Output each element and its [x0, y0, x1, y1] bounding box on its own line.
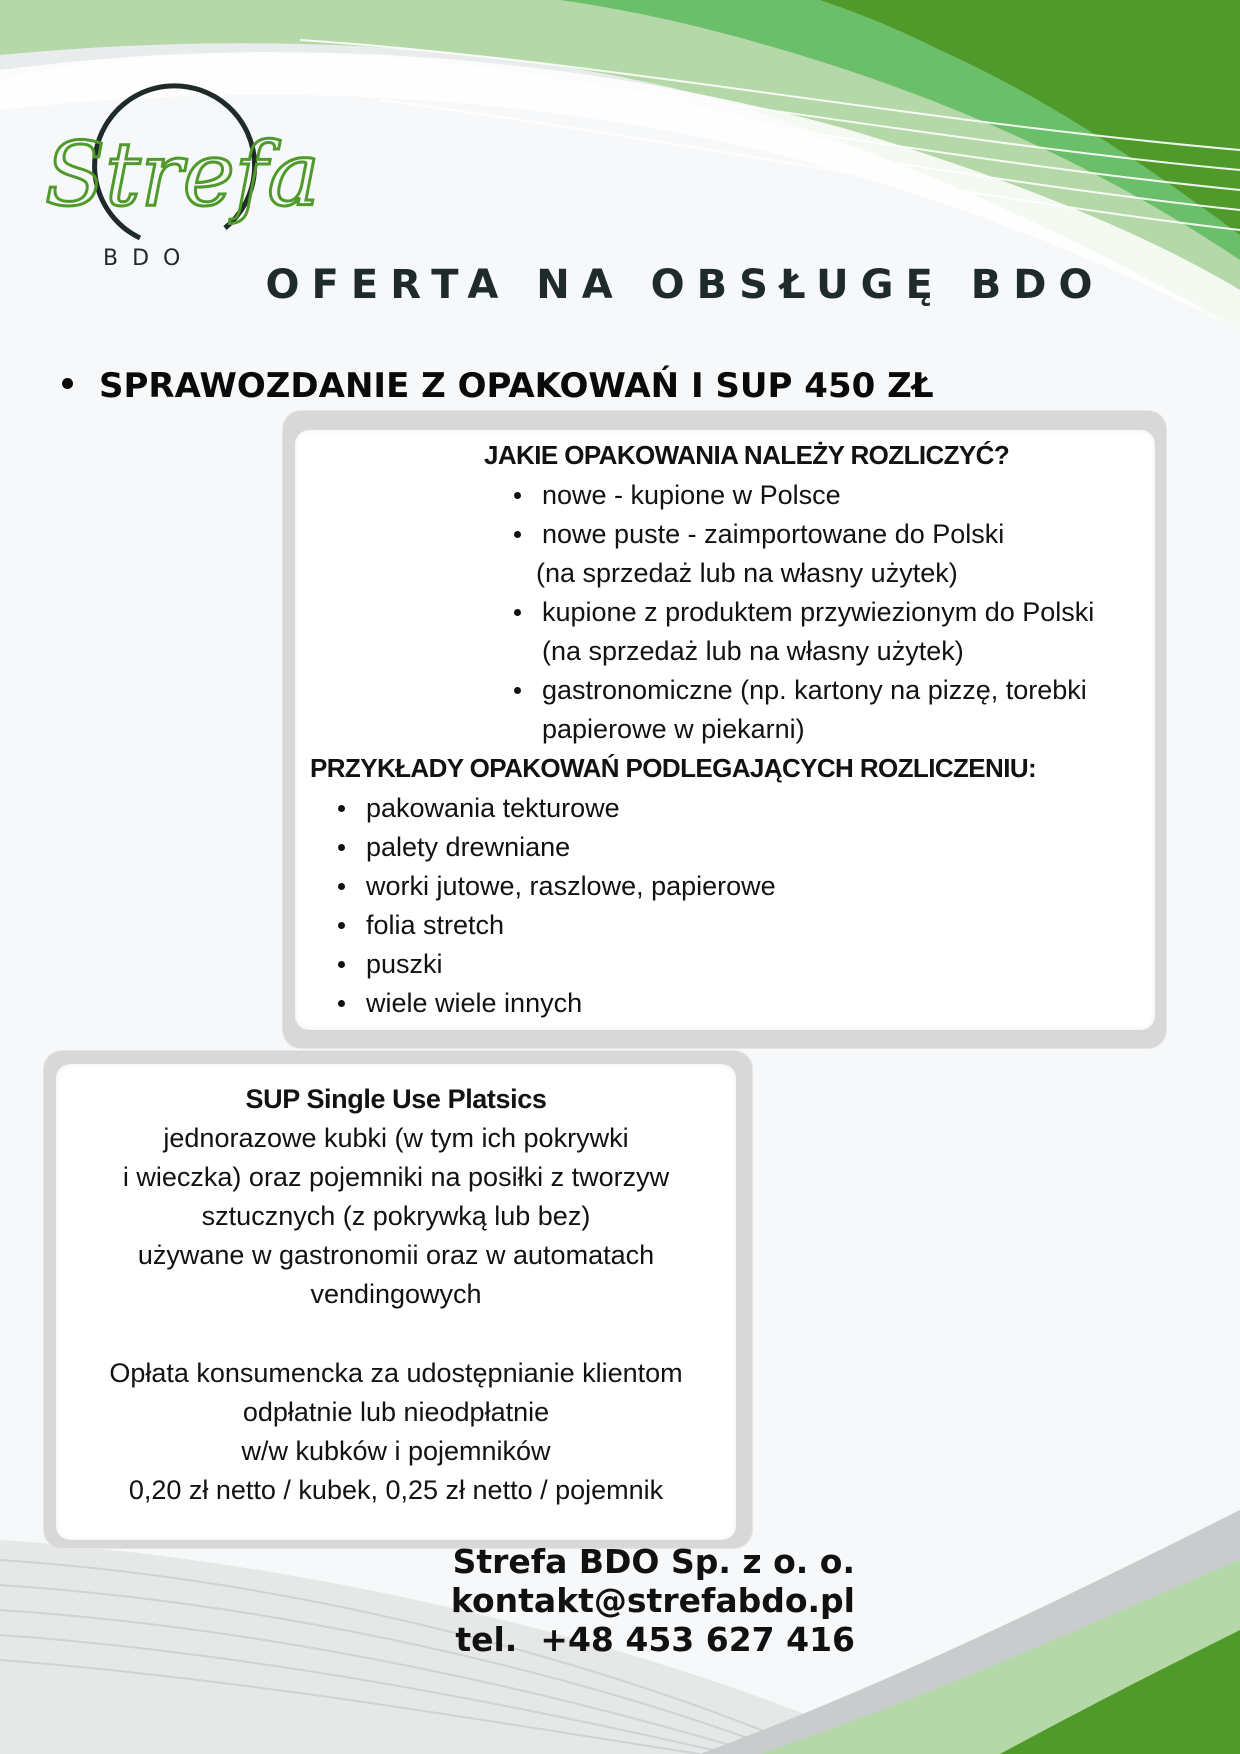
packaging-types-list — [514, 476, 1094, 749]
sup-fee-line: Opłata konsumencka za udostępnianie klientom — [109, 1358, 683, 1388]
sup-description-line: sztucznych (z pokrywką lub bez) — [201, 1201, 591, 1231]
offer-headline — [62, 366, 934, 406]
company-name: Strefa BDO Sp. z o. o. — [452, 1542, 855, 1581]
sup-heading: SUP Single Use Platsics — [245, 1084, 547, 1114]
logo-sub-text: BDO — [103, 246, 195, 271]
list-item: pakowania tekturowe — [338, 789, 776, 828]
list-item: kupione z produktem przywiezionym do Polski (na sprzedaż lub na własny użytek) — [514, 593, 1094, 671]
list-item: puszki — [338, 945, 776, 984]
logo-script-text: Strefa — [45, 123, 320, 226]
sup-fee-line: 0,20 zł netto / kubek, 0,25 zł netto / pojemnik — [128, 1475, 664, 1505]
list-item: nowe - kupione w Polsce — [514, 476, 1094, 515]
sup-description-line: vendingowych — [310, 1279, 482, 1309]
examples-heading: PRZYKŁADY OPAKOWAŃ PODLEGAJĄCYCH ROZLICZENIU: — [310, 753, 1037, 783]
list-item: gastronomiczne (np. kartony na pizzę, torebki papierowe w piekarni) — [514, 671, 1094, 749]
page-title: OFERTA NA OBSŁUGĘ BDO — [265, 262, 1105, 308]
bullet-icon — [62, 378, 73, 389]
list-item: wiele wiele innych — [338, 984, 776, 1023]
contact-phone[interactable]: tel. +48 453 627 416 — [455, 1620, 855, 1659]
sup-fee-line: odpłatnie lub nieodpłatnie — [242, 1397, 550, 1427]
contact-footer — [451, 1542, 855, 1659]
sup-description-line: używane w gastronomii oraz w automatach — [137, 1240, 655, 1270]
list-item: folia stretch — [338, 906, 776, 945]
sup-fee-line: w/w kubków i pojemników — [241, 1436, 551, 1466]
list-item: palety drewniane — [338, 828, 776, 867]
strefa-bdo-logo — [45, 80, 320, 280]
list-item: worki jutowe, raszlowe, papierowe — [338, 867, 776, 906]
contact-email[interactable]: kontakt@strefabdo.pl — [450, 1581, 855, 1620]
sup-description-line: jednorazowe kubki (w tym ich pokrywki — [163, 1123, 629, 1153]
packaging-question-heading: JAKIE OPAKOWANIA NALEŻY ROZLICZYĆ? — [484, 440, 1010, 470]
sup-card-content — [56, 1080, 736, 1510]
list-item: nowe puste - zaimportowane do Polski (na sprzedaż lub na własny użytek) — [514, 515, 1094, 593]
sup-description-line: i wieczka) oraz pojemniki na posiłki z tworzyw — [122, 1162, 670, 1192]
examples-list — [338, 789, 776, 1023]
offer-headline-text: SPRAWOZDANIE Z OPAKOWAŃ I SUP 450 ZŁ — [99, 366, 934, 406]
